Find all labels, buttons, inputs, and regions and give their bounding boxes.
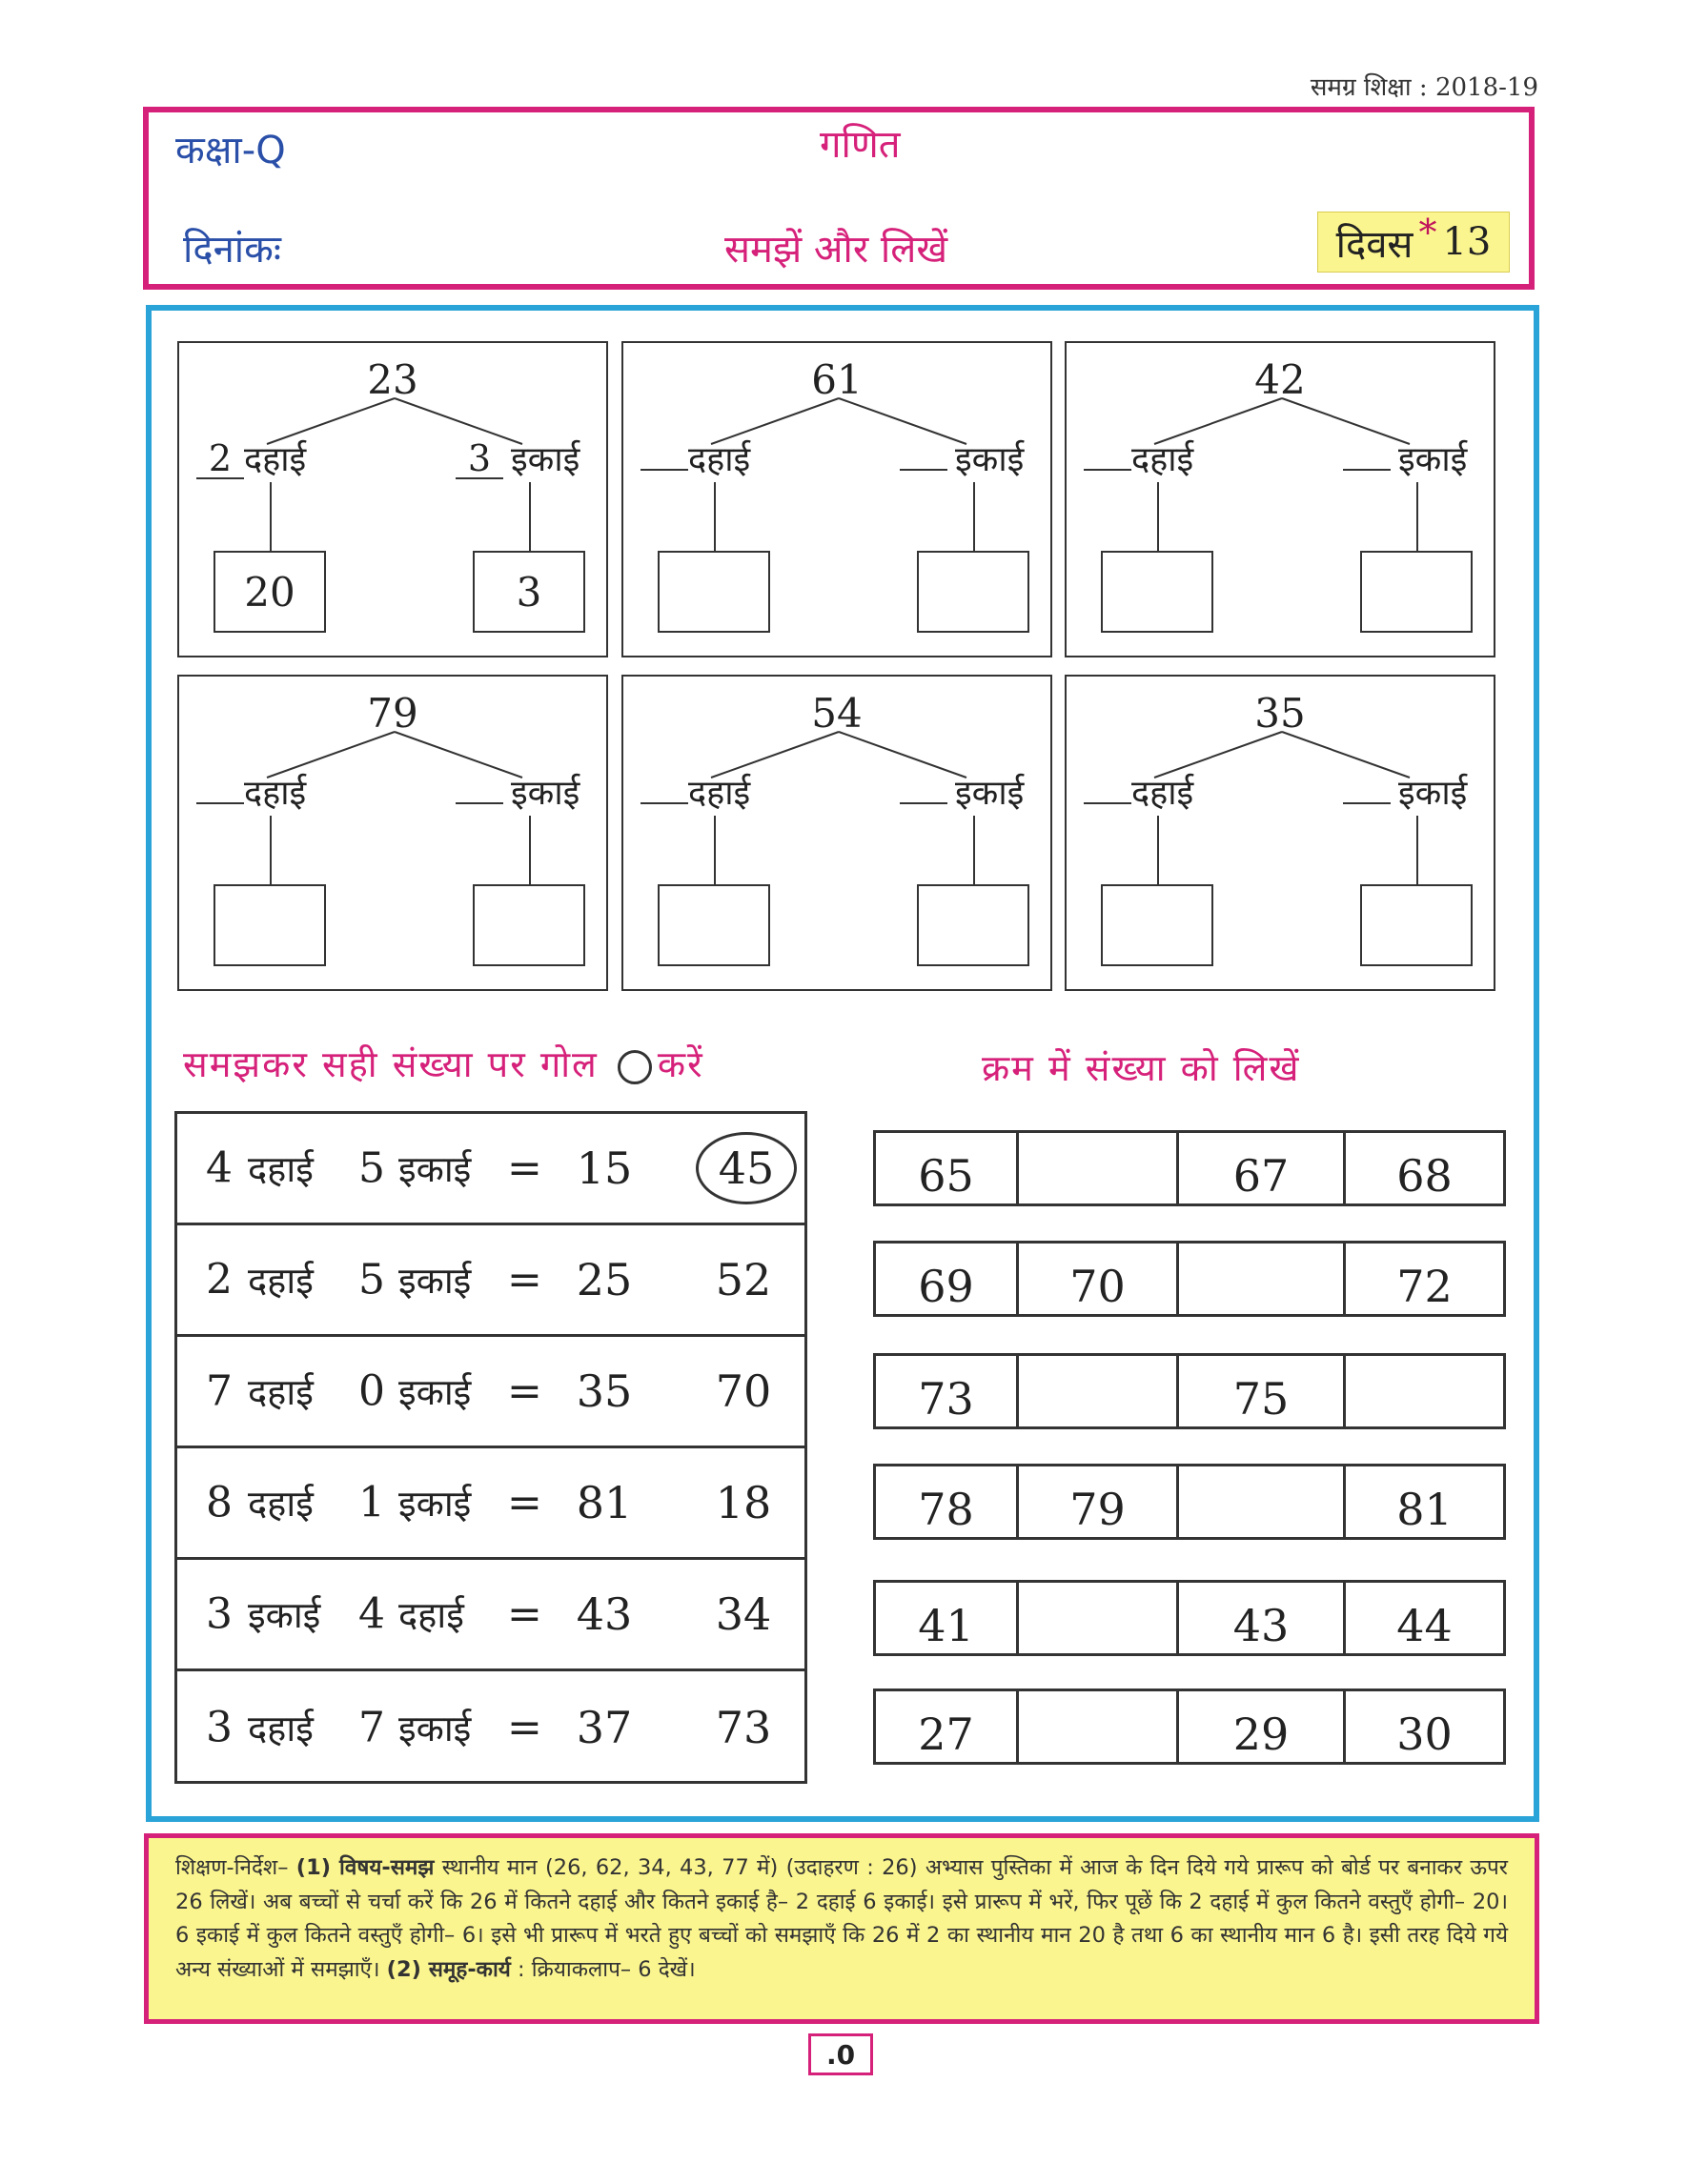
sequence-cell: 30: [1396, 1709, 1453, 1760]
units-value-box[interactable]: [1360, 551, 1473, 633]
circle-table-row: [177, 1448, 804, 1560]
tens-label: [641, 768, 750, 815]
digit-2: 7: [358, 1703, 385, 1751]
place-value-panel: [621, 675, 1052, 991]
digit-1: 2: [206, 1255, 233, 1304]
panel-number: 35: [1254, 690, 1306, 737]
sequence-row: [873, 1464, 1506, 1540]
equals-sign: =: [507, 1478, 542, 1527]
tens-value-box[interactable]: [658, 551, 770, 633]
note-part1-text: स्थानीय मान (26, 62, 34, 43, 77 में) (उदाहरण : 26) अभ्यास पुस्तिका में आज के दिन दिये गये प्रारूप को बोर्ड पर बनाकर ऊपर 26 लिखें। अब बच्चों से चर्चा करें कि 26 में कितने दहाई और कितने इकाई है– 2 दहाई 6 इकाई। इसे प्रारूप में भरें, फिर पूछें कि 2 दहाई में कुल कितने वस्तुएँ होगी– 20। 6 इकाई में कुल कितने वस्तुएँ होगी– 6। इसे भी प्रारूप में भरते हुए बच्चों को समझाएँ कि 26 में 2 का स्थानीय मान 20 है तथा 6 का स्थानीय मान 6 है। इसी तरह दिये गये अन्य संख्याओं में समझाएँ।: [175, 1855, 1508, 1982]
day-badge: [1317, 212, 1510, 273]
place-word-1: दहाई: [248, 1483, 314, 1525]
place-word-2: दहाई: [398, 1594, 464, 1636]
option-2[interactable]: 45: [696, 1132, 797, 1204]
units-digit-blank[interactable]: 3: [456, 439, 503, 479]
day-label: दिवस: [1335, 222, 1413, 267]
tens-digit-blank[interactable]: 2: [196, 439, 244, 479]
sequence-section-title: क्रम में संख्या को लिखें: [982, 1047, 1301, 1089]
running-header: समग्र शिक्षा : 2018-19: [1310, 73, 1538, 102]
tens-digit-blank[interactable]: [1084, 802, 1131, 804]
day-number: 13: [1442, 220, 1492, 264]
units-label: [1343, 435, 1467, 481]
units-label: [1343, 768, 1467, 815]
sequence-cell: 68: [1396, 1150, 1453, 1202]
note-lead: शिक्षण-निर्देश–: [175, 1855, 289, 1880]
panel-number: 23: [367, 356, 418, 403]
date-label: दिनांकः: [183, 228, 281, 272]
equals-sign: =: [507, 1589, 542, 1639]
option-1[interactable]: 37: [576, 1701, 633, 1753]
sequence-blank-cell[interactable]: [1179, 1466, 1346, 1537]
note-part1-label: (1) विषय-समझ: [295, 1855, 435, 1880]
option-2[interactable]: 70: [715, 1365, 772, 1417]
units-digit-blank[interactable]: [1343, 469, 1391, 471]
circle-section-title: [183, 1039, 704, 1088]
place-value-panel: [621, 341, 1052, 657]
tens-word: दहाई: [244, 774, 307, 813]
digit-1: 3: [206, 1589, 233, 1639]
panel-number: 54: [811, 690, 863, 737]
sequence-blank-cell[interactable]: [1019, 1356, 1179, 1426]
units-word: इकाई: [511, 774, 580, 813]
tens-digit-blank[interactable]: [196, 802, 244, 804]
units-digit-blank[interactable]: [456, 802, 503, 804]
units-label: [900, 768, 1024, 815]
place-value-panel: [1065, 675, 1495, 991]
note-part2-text: : क्रियाकलाप– 6 देखें।: [518, 1956, 696, 1982]
panel-number: 61: [811, 356, 863, 403]
option-1[interactable]: 43: [576, 1588, 633, 1640]
digit-1: 7: [206, 1366, 233, 1416]
units-word: इकाई: [1398, 774, 1468, 813]
sequence-blank-cell[interactable]: [1019, 1691, 1179, 1762]
place-word-1: दहाई: [248, 1371, 314, 1413]
equals-sign: =: [507, 1143, 542, 1193]
sequence-cell: 43: [1179, 1583, 1346, 1653]
tens-digit-blank[interactable]: [1084, 469, 1131, 471]
option-2[interactable]: 73: [715, 1701, 772, 1753]
units-label: [456, 435, 580, 481]
sequence-cell: 81: [1396, 1484, 1453, 1535]
place-value-panel: [177, 675, 608, 991]
sequence-blank-cell[interactable]: [1346, 1356, 1503, 1426]
tens-word: दहाई: [688, 774, 751, 813]
units-digit-blank[interactable]: [900, 469, 947, 471]
tens-value-box[interactable]: [658, 884, 770, 966]
note-part2-label: (2) समूह-कार्य: [386, 1956, 511, 1982]
circle-table-row: [177, 1225, 804, 1337]
option-2[interactable]: 52: [715, 1254, 772, 1305]
units-word: इकाई: [955, 440, 1025, 479]
sequence-cell: 79: [1019, 1466, 1179, 1537]
digit-2: 5: [358, 1143, 385, 1193]
digit-2: 1: [358, 1478, 385, 1527]
sequence-cell: 29: [1179, 1691, 1346, 1762]
units-digit-blank[interactable]: [900, 802, 947, 804]
digit-1: 8: [206, 1478, 233, 1527]
tens-label: [196, 435, 306, 481]
sequence-cell: 69: [876, 1244, 1019, 1314]
tens-word: दहाई: [688, 440, 751, 479]
circle-table: [174, 1111, 807, 1784]
option-2[interactable]: 18: [715, 1477, 772, 1528]
units-word: इकाई: [955, 774, 1025, 813]
place-word-1: इकाई: [248, 1594, 321, 1636]
circle-table-row: [177, 1671, 804, 1783]
equals-sign: =: [507, 1703, 542, 1751]
circle-table-row: [177, 1114, 804, 1225]
tens-label: [1084, 435, 1193, 481]
place-word-2: इकाई: [398, 1260, 472, 1302]
units-word: इकाई: [511, 440, 580, 479]
digit-2: 0: [358, 1366, 385, 1416]
sequence-cell: 27: [876, 1691, 1019, 1762]
option-1[interactable]: 25: [576, 1254, 633, 1305]
sequence-blank-cell[interactable]: [1019, 1583, 1179, 1653]
units-value-box[interactable]: [917, 884, 1029, 966]
circle-icon: [618, 1050, 652, 1084]
sequence-row: [873, 1580, 1506, 1656]
tens-value-box[interactable]: [1101, 551, 1213, 633]
option-1[interactable]: 15: [576, 1143, 633, 1194]
teaching-note: [144, 1833, 1539, 2024]
digit-1: 3: [206, 1703, 233, 1751]
circle-title-text: समझकर सही संख्या पर गोल: [183, 1043, 599, 1085]
units-word: इकाई: [1398, 440, 1468, 479]
place-word-2: इकाई: [398, 1483, 472, 1525]
circle-table-row: [177, 1560, 804, 1671]
sequence-cell: 41: [876, 1583, 1019, 1653]
sequence-cell: 73: [876, 1356, 1019, 1426]
sequence-cell: 78: [876, 1466, 1019, 1537]
units-digit-blank[interactable]: [1343, 802, 1391, 804]
digit-2: 5: [358, 1255, 385, 1304]
class-label: कक्षा-Q: [175, 129, 286, 172]
panel-number: 79: [367, 690, 418, 737]
option-2[interactable]: 34: [715, 1588, 772, 1640]
tens-label: [1084, 768, 1193, 815]
units-value-box[interactable]: [917, 551, 1029, 633]
place-word-1: दहाई: [248, 1260, 314, 1302]
place-value-panel: [177, 341, 608, 657]
units-value-box[interactable]: 3: [473, 551, 585, 633]
circle-table-row: [177, 1337, 804, 1448]
sequence-cell: 72: [1396, 1261, 1453, 1312]
place-word-1: दहाई: [248, 1148, 314, 1190]
tens-label: [196, 768, 306, 815]
option-1[interactable]: 35: [576, 1365, 633, 1417]
units-label: [900, 435, 1024, 481]
sequence-blank-cell[interactable]: [1179, 1244, 1346, 1314]
sequence-row: [873, 1130, 1506, 1206]
tens-value-box[interactable]: [214, 884, 326, 966]
place-word-1: दहाई: [248, 1707, 314, 1749]
place-value-panel: [1065, 341, 1495, 657]
sequence-cell: 67: [1179, 1133, 1346, 1203]
equals-sign: =: [507, 1366, 542, 1416]
page-title: समझें और लिखें: [724, 228, 948, 272]
panel-number: 42: [1254, 356, 1306, 403]
tens-word: दहाई: [1131, 440, 1194, 479]
page-number: .0: [808, 2033, 873, 2075]
circle-title-suffix: करें: [657, 1043, 704, 1085]
sequence-cell: 75: [1179, 1356, 1346, 1426]
sequence-row: [873, 1353, 1506, 1429]
tens-value-box[interactable]: [1101, 884, 1213, 966]
units-value-box[interactable]: [1360, 884, 1473, 966]
sequence-row: [873, 1241, 1506, 1317]
place-word-2: इकाई: [398, 1371, 472, 1413]
sequence-cell: 65: [876, 1133, 1019, 1203]
units-label: [456, 768, 580, 815]
subject-label: गणित: [820, 123, 901, 167]
star-icon: *: [1418, 212, 1437, 253]
option-1[interactable]: 81: [576, 1477, 633, 1528]
tens-digit-blank[interactable]: [641, 802, 688, 804]
tens-value-box[interactable]: 20: [214, 551, 326, 633]
digit-2: 4: [358, 1589, 385, 1639]
place-word-2: इकाई: [398, 1707, 472, 1749]
tens-word: दहाई: [1131, 774, 1194, 813]
tens-word: दहाई: [244, 440, 307, 479]
sequence-cell: 44: [1396, 1600, 1453, 1651]
place-word-2: इकाई: [398, 1148, 472, 1190]
units-value-box[interactable]: [473, 884, 585, 966]
equals-sign: =: [507, 1255, 542, 1304]
tens-label: [641, 435, 750, 481]
sequence-cell: 70: [1019, 1244, 1179, 1314]
tens-digit-blank[interactable]: [641, 469, 688, 471]
sequence-blank-cell[interactable]: [1019, 1133, 1179, 1203]
digit-1: 4: [206, 1143, 233, 1193]
sequence-row: [873, 1689, 1506, 1765]
